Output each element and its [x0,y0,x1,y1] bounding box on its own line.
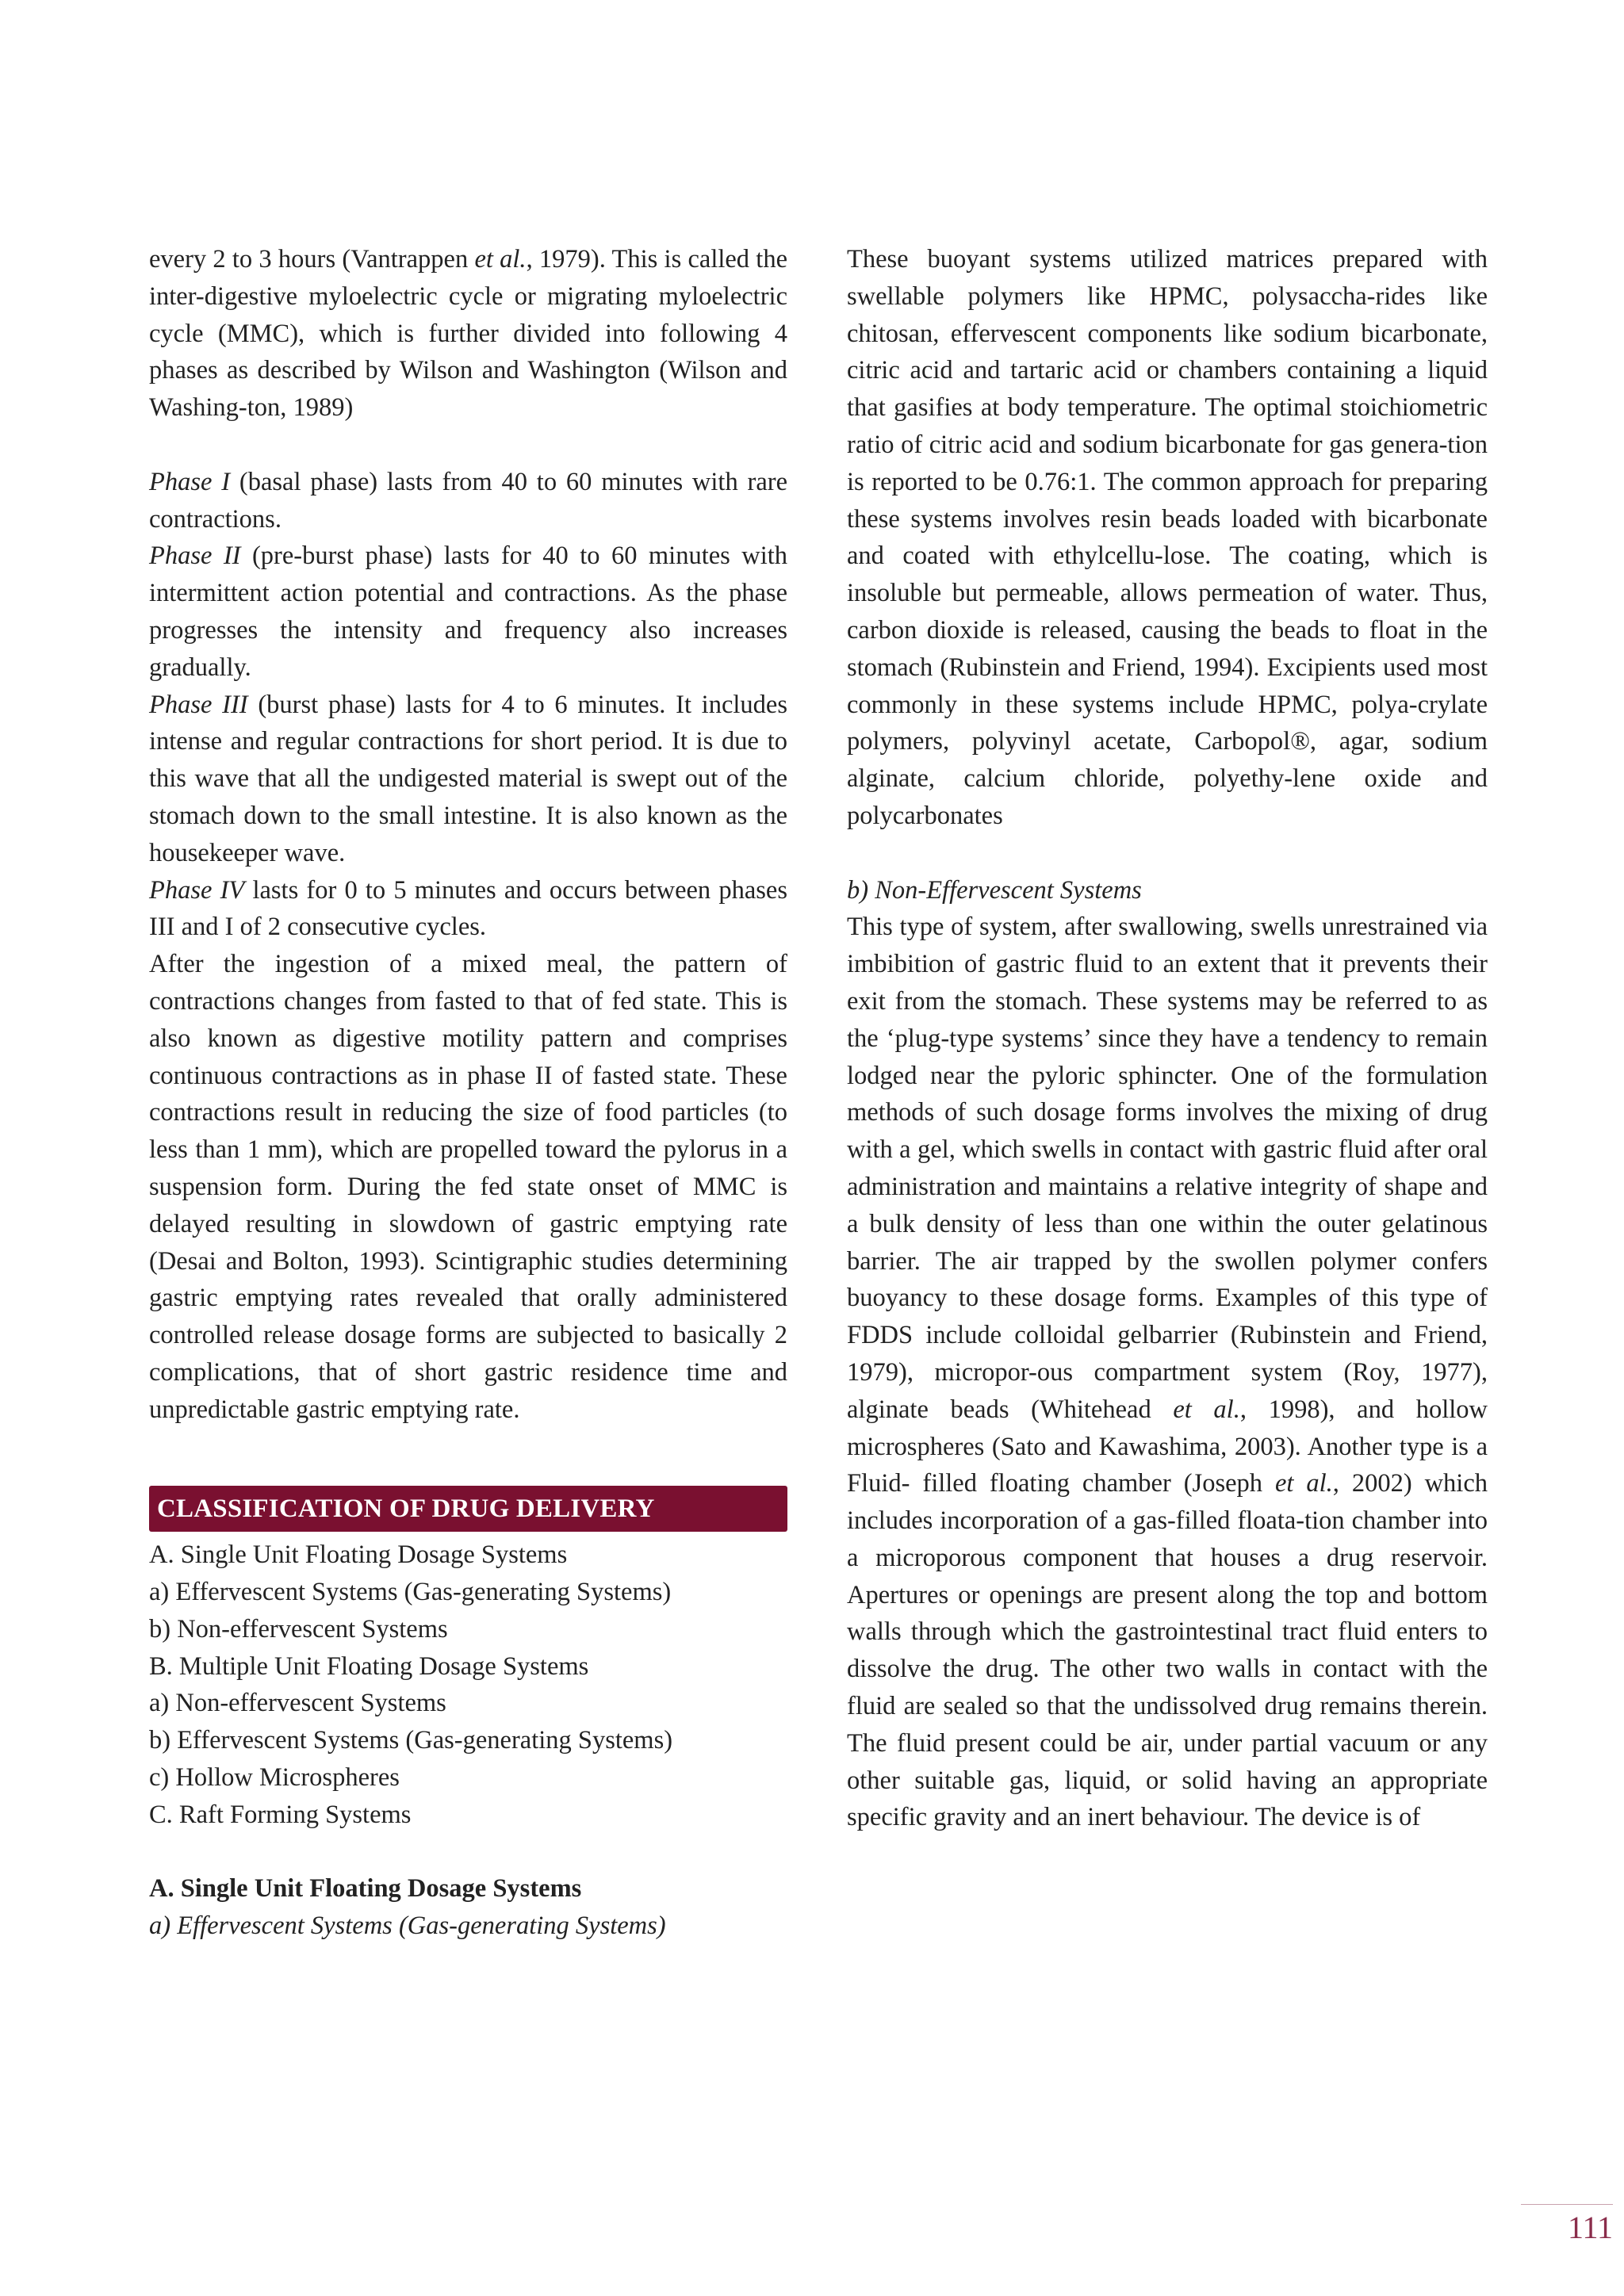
phase-3 [149,687,787,872]
left-column [149,241,787,1945]
phase-text: lasts for 0 to 5 minutes and occurs between phases III and I of 2 consecutive cycles. [149,875,787,942]
body-text: This type of system, after swallowing, swells unrestrained via imbibition of gastric fluid to an extent that it prevents their exit from the stomach. These systems may be referred to as the ‘plug-type systems’ since they have a tendency to remain lodged near the pyloric sphincter. One of the formulation methods of such dosage forms involves the mixing of drug with a gel, which swells in contact with gastric fluid after oral administration and maintains a relative integrity of shape and a bulk density of less than one within the outer gelatinous barrier. The air trapped by the swollen polymer confers buoyancy to these dosage forms. Examples of this type of FDDS include colloidal gelbarrier (Rubinstein and Friend, 1979), micropor-ous compartment system (Roy, 1977), alginate beads (Whitehead [847,913,1488,1424]
phase-text: (pre-burst phase) lasts for 40 to 60 minutes with intermittent action potential and contractions. As the phase progresses the intensity and frequency also increases gradually. [149,541,788,682]
classification-item: a) Effervescent Systems (Gas-generating Systems) [149,1578,672,1607]
citation-etal: et al. [474,245,527,274]
phase-text: (burst phase) lasts for 4 to 6 minutes. It includes intense and regular contractions for short period. It is due to this wave that all the undigested material is swept out of the stomach down to the small intestine. It is also known as the housekeeper wave. [149,690,787,867]
subsection-heading: a) Effervescent Systems (Gas-generating Systems) [149,1911,666,1941]
classification-item: B. Multiple Unit Floating Dosage Systems [149,1651,589,1681]
non-effervescent-paragraph [847,909,1488,1836]
effervescent-paragraph: These buoyant systems utilized matrices prepared with swellable polymers like HPMC, polysaccha-rides like chitosan, effervescent components like sodium bicarbonate, citric acid and tartaric acid or chambers containing a liquid that gasifies at body temperature. The optimal stoichiometric ratio of citric acid and sodium bicarbonate for gas genera-tion is reported to be 0.76:1. The common approach for preparing these systems involves resin beads loaded with bicarbonate and coated with ethylcellu-lose. The coating, which is insoluble but permeable, allows permeation of water. Thus, carbon dioxide is released, causing the beads to float in the stomach (Rubinstein and Friend, 1994). Excipients used most commonly in these systems include HPMC, polya-crylate polymers, polyvinyl acetate, Carbopol®, agar, sodium alginate, calcium chloride, polyethy-lene oxide and polycarbonates [847,245,1488,830]
phase-name: Phase I [149,467,231,496]
section-heading: A. Single Unit Floating Dosage Systems [149,1874,582,1904]
body-text: , 1998), and hollow microspheres (Sato and Kawashima, 2003). Another type is a Fluid- filled floating chamber (Joseph [847,1395,1488,1498]
classification-item: A. Single Unit Floating Dosage Systems [149,1540,568,1570]
phase-name: Phase II [149,541,241,571]
intro-text-end: , 1979). This is called the inter-digestive myloelectric cycle or migrating myloelectric cycle (MMC), which is further divided into following 4 phases as described by Wilson and Washington (Wilson and Washing-ton, 1989) [149,245,788,423]
page-number-rule [1521,2204,1613,2205]
phase-2 [149,538,787,686]
intro-paragraph [149,241,787,427]
citation-etal: et al. [1274,1469,1333,1498]
classification-item: b) Non-effervescent Systems [149,1614,448,1644]
non-effervescent-heading: b) Non-Effervescent Systems [847,875,1142,905]
phase-name: Phase IV [149,875,245,905]
fed-state-paragraph: After the ingestion of a mixed meal, the pattern of contractions changes from fasted to that of fed state. This is also known as digestive motility pattern and comprises continuous contractions as in phase II of fasted state. These contractions result in reducing the size of food particles (to less than 1 mm), which are propelled toward the pylorus in a suspension form. During the fed state onset of MMC is delayed resulting in slowdown of gastric emptying rate (Desai and Bolton, 1993). Scintigraphic studies determining gastric emptying rates revealed that orally administered controlled release dosage forms are subjected to basically 2 complications, that of short gastric residence time and unpredictable gastric emptying rate. [149,950,787,1424]
section-banner: CLASSIFICATION OF DRUG DELIVERY [149,1486,787,1532]
classification-item: c) Hollow Microspheres [149,1763,400,1793]
phase-text: (basal phase) lasts from 40 to 60 minutes with rare contractions. [149,467,788,534]
phase-4 [149,872,787,947]
intro-text: every 2 to 3 hours (Vantrappen [149,245,475,274]
classification-item: C. Raft Forming Systems [149,1800,412,1829]
page-number: 111 [1567,2210,1613,2245]
body-text: , 2002) which includes incorporation of a gas-filled floata-tion chamber into a microporous component that houses a drug reservoir. Apertures or openings are present along the top and bottom walls through which the gastrointestinal tract fluid enters to dissolve the drug. The other two walls in contact with the fluid are sealed so that the undissolved drug remains therein. The fluid present could be air, under partial vacuum or any other suitable gas, liquid, or solid having an appropriate specific gravity and an inert behaviour. The device is of [847,1469,1488,1832]
right-column [847,241,1488,1836]
phase-1 [149,464,787,538]
classification-item: a) Non-effervescent Systems [149,1689,446,1718]
classification-item: b) Effervescent Systems (Gas-generating Systems) [149,1726,673,1755]
phase-name: Phase III [149,690,248,719]
citation-etal: et al. [1173,1395,1240,1424]
